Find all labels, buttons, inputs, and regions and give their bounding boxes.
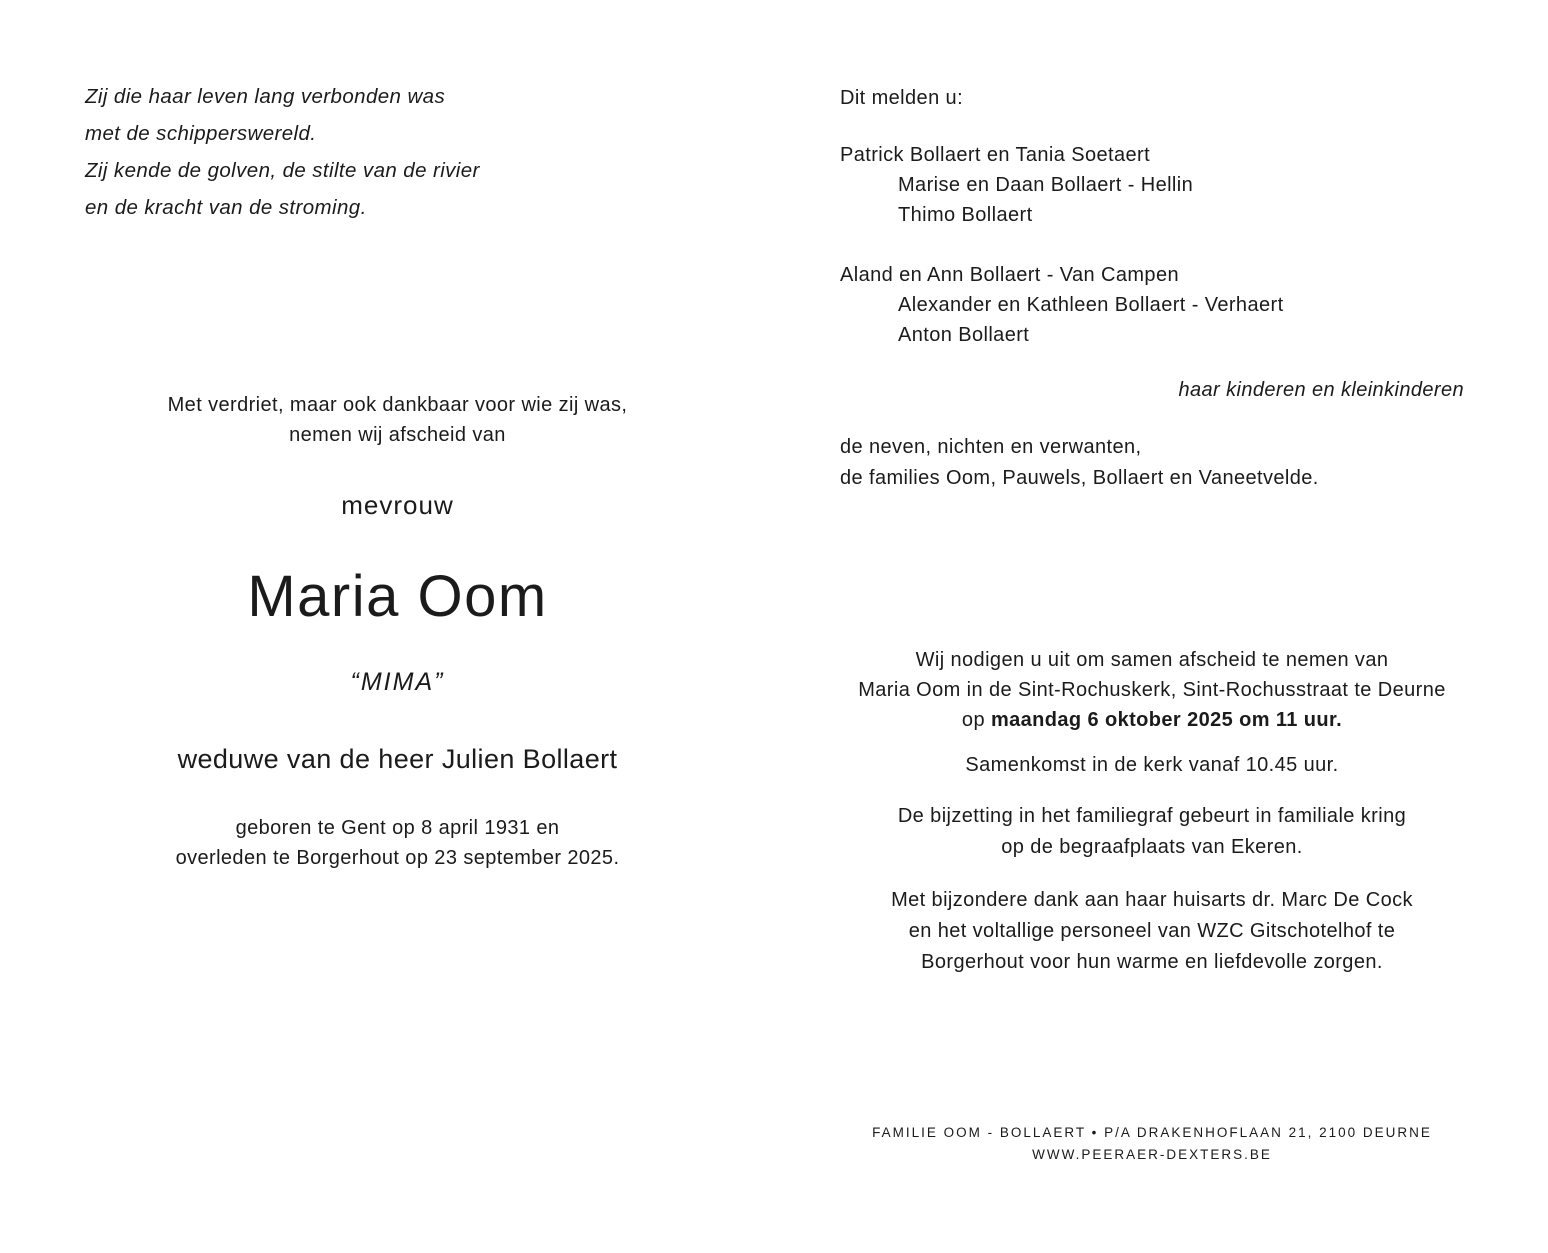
- family-group-1: [840, 140, 1464, 230]
- service-invitation: [840, 645, 1464, 735]
- family-group-2-child-1: Alexander en Kathleen Bollaert - Verhaert: [898, 294, 1284, 316]
- burial-line-1: De bijzetting in het familiegraf gebeurt in familiale kring: [897, 805, 1407, 827]
- poem-line-4: en de kracht van de stroming.: [85, 196, 367, 219]
- poem-line-1: Zij die haar leven lang verbonden was: [85, 85, 446, 108]
- honorific: mevrouw: [341, 490, 454, 520]
- thanks-line-2: en het voltallige personeel van WZC Gitschotelhof te: [908, 920, 1396, 942]
- invitation-line-2: Maria Oom in de Sint-Rochuskerk, Sint-Rochusstraat te Deurne: [858, 679, 1446, 701]
- death-line: overleden te Borgerhout op 23 september 2025.: [175, 847, 620, 869]
- farewell-intro: [85, 390, 710, 450]
- relation-note: haar kinderen en kleinkinderen: [1178, 379, 1464, 401]
- funeral-home-footer: [840, 1122, 1464, 1166]
- birth-death-dates: [85, 813, 710, 873]
- announcement-intro: Dit melden u:: [840, 87, 964, 109]
- burial-line-2: op de begraafplaats van Ekeren.: [1001, 836, 1303, 858]
- invitation-line-3: [840, 705, 1464, 735]
- farewell-intro-line-2: nemen wij afscheid van: [289, 424, 506, 446]
- family-group-1-head: Patrick Bollaert en Tania Soetaert: [840, 144, 1151, 166]
- family-group-2: [840, 260, 1464, 350]
- deceased-name: Maria Oom: [247, 564, 548, 629]
- birth-line: geboren te Gent op 8 april 1931 en: [235, 817, 560, 839]
- gathering-line: Samenkomst in de kerk vanaf 10.45 uur.: [965, 754, 1339, 776]
- family-group-1-child-2: Thimo Bollaert: [898, 204, 1033, 226]
- invitation-line-1: Wij nodigen u uit om samen afscheid te nemen van: [915, 649, 1389, 671]
- family-group-2-child-2: Anton Bollaert: [898, 324, 1030, 346]
- burial-lines: [840, 801, 1464, 863]
- invitation-date-prefix: op: [961, 709, 991, 731]
- family-group-1-child-1: Marise en Daan Bollaert - Hellin: [898, 174, 1194, 196]
- opening-poem: [85, 78, 710, 226]
- deceased-nickname: “MIMA”: [350, 668, 445, 696]
- thanks-lines: [840, 885, 1464, 978]
- invitation-date-bold: maandag 6 oktober 2025 om 11 uur.: [990, 709, 1343, 731]
- poem-line-2: met de schipperswereld.: [85, 122, 317, 145]
- footer-family-address: FAMILIE OOM - BOLLAERT • P/A DRAKENHOFLAAN 21, 2100 DEURNE: [872, 1125, 1432, 1140]
- widow-line: weduwe van de heer Julien Bollaert: [177, 744, 618, 774]
- poem-line-3: Zij kende de golven, de stilte van de rivier: [85, 159, 480, 182]
- farewell-intro-line-1: Met verdriet, maar ook dankbaar voor wie zij was,: [167, 394, 628, 416]
- family-group-2-head: Aland en Ann Bollaert - Van Campen: [840, 264, 1179, 286]
- footer-website: WWW.PEERAER-DEXTERS.BE: [1032, 1147, 1272, 1162]
- thanks-line-1: Met bijzondere dank aan haar huisarts dr. Marc De Cock: [891, 889, 1413, 911]
- relatives-line-2: de families Oom, Pauwels, Bollaert en Vaneetvelde.: [840, 467, 1319, 489]
- relatives-line-1: de neven, nichten en verwanten,: [840, 436, 1142, 458]
- relatives-lines: [840, 432, 1464, 494]
- thanks-line-3: Borgerhout voor hun warme en liefdevolle zorgen.: [921, 951, 1383, 973]
